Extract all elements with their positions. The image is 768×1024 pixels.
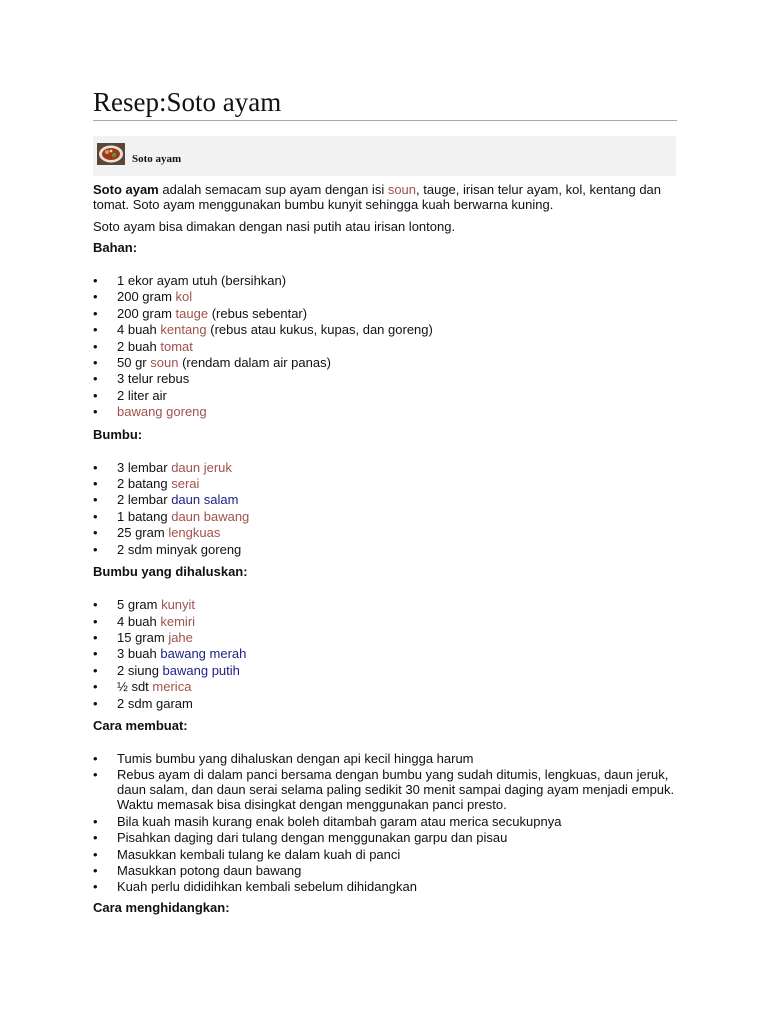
list-item: • Tumis bumbu yang dihaluskan dengan api kecil hingga harum xyxy=(93,751,683,766)
item-text: 2 batang xyxy=(117,476,172,492)
item-text: 2 sdm garam xyxy=(117,695,193,711)
item-link[interactable]: soun xyxy=(150,355,179,371)
item-text: 1 batang xyxy=(117,508,172,524)
item-text: (rendam dalam air panas) xyxy=(178,355,331,371)
list-item: • Masukkan kembali tulang ke dalam kuah di panci xyxy=(93,847,683,862)
list-item: • Bila kuah masih kurang enak boleh ditambah garam atau merica secukupnya xyxy=(93,814,683,829)
list-item xyxy=(93,388,683,404)
item-text: 2 siung xyxy=(117,662,163,678)
list-item xyxy=(93,355,683,371)
item-link[interactable]: daun bawang xyxy=(171,508,250,524)
link-soun[interactable]: soun xyxy=(387,182,417,197)
page-title: Resep:Soto ayam xyxy=(93,86,677,121)
item-text: 3 telur rebus xyxy=(117,371,190,387)
heading-bumbu: Bumbu: xyxy=(93,426,143,442)
list-item xyxy=(93,322,683,338)
intro-paragraph xyxy=(93,182,683,212)
item-link[interactable]: lengkuas xyxy=(168,525,221,541)
list-item: • Rebus ayam di dalam panci bersama dengan bumbu yang sudah ditumis, lengkuas, daun jeruk, daun salam, dan daun serai selama paling sedikit 30 menit sampai daging ayam menjadi empuk. Waktu memasak bisa disingkat dengan menggunakan panci presto. xyxy=(93,767,683,812)
item-text: 50 gr xyxy=(117,355,151,371)
item-link[interactable]: jahe xyxy=(168,629,193,645)
item-text: 5 gram xyxy=(117,597,162,613)
list-item xyxy=(93,492,683,508)
item-text: 4 buah xyxy=(117,613,161,629)
list-item xyxy=(93,525,683,541)
list-bumbu xyxy=(93,460,683,558)
list-item xyxy=(93,542,683,558)
item-link[interactable]: serai xyxy=(171,476,200,492)
item-text: 2 sdm minyak goreng xyxy=(117,541,242,557)
intro-text-2: , tauge, irisan telur ayam, kol, kentang dan tomat. Soto ayam menggunakan bumbu kunyit sehingga kuah berwarna kuning. xyxy=(93,182,662,212)
list-item xyxy=(93,273,683,289)
item-text: (rebus sebentar) xyxy=(208,305,308,321)
item-link[interactable]: bawang merah xyxy=(160,646,247,662)
list-cara-membuat xyxy=(93,751,683,894)
list-item: • Masukkan potong daun bawang xyxy=(93,863,683,878)
item-text: 1 ekor ayam utuh (bersihkan) xyxy=(117,273,287,288)
heading-dihaluskan: Bumbu yang dihaluskan: xyxy=(93,564,248,580)
intro-text-1: adalah semacam sup ayam dengan isi xyxy=(158,182,388,197)
intro-bold: Soto ayam xyxy=(93,182,159,197)
infobox xyxy=(93,136,676,176)
soto-bowl-image[interactable] xyxy=(97,143,125,165)
item-text: ½ sdt xyxy=(117,679,153,695)
list-item xyxy=(93,306,683,322)
list-item xyxy=(93,509,683,525)
item-text: (rebus atau kukus, kupas, dan goreng) xyxy=(206,322,433,338)
list-item xyxy=(93,597,683,613)
item-text: 4 buah xyxy=(117,322,161,338)
item-link[interactable]: merica xyxy=(152,679,192,695)
list-bahan xyxy=(93,273,683,421)
heading-bahan: Bahan: xyxy=(93,240,138,255)
item-text: 2 buah xyxy=(117,338,161,354)
item-text: 200 gram xyxy=(117,289,176,305)
heading-cara-membuat: Cara membuat: xyxy=(93,717,188,733)
item-text: 200 gram xyxy=(117,305,176,321)
item-text: 2 liter air xyxy=(117,387,167,403)
item-link[interactable]: tomat xyxy=(160,338,193,354)
list-item xyxy=(93,476,683,492)
item-link[interactable]: kunyit xyxy=(161,597,196,613)
list-item xyxy=(93,663,683,679)
list-item xyxy=(93,630,683,646)
list-item xyxy=(93,646,683,662)
intro-paragraph-2: Soto ayam bisa dimakan dengan nasi putih atau irisan lontong. xyxy=(93,219,456,234)
list-item xyxy=(93,696,683,712)
article-body xyxy=(93,182,683,933)
list-item xyxy=(93,614,683,630)
item-text: 3 buah xyxy=(117,646,161,662)
item-link[interactable]: bawang putih xyxy=(162,662,240,678)
item-link[interactable]: bawang goreng xyxy=(117,404,207,420)
item-link[interactable]: daun salam xyxy=(171,492,239,508)
list-item xyxy=(93,289,683,305)
list-item xyxy=(93,679,683,695)
item-link[interactable]: kemiri xyxy=(160,613,196,629)
infobox-label: Soto ayam xyxy=(132,153,182,165)
item-text: 2 lembar xyxy=(117,492,172,508)
list-item: • Kuah perlu dididihkan kembali sebelum dihidangkan xyxy=(93,879,683,894)
list-dihaluskan xyxy=(93,597,683,712)
item-link[interactable]: daun jeruk xyxy=(171,459,232,475)
heading-cara-menghidangkan: Cara menghidangkan: xyxy=(93,900,230,916)
item-link[interactable]: kentang xyxy=(160,322,207,338)
list-item: • Pisahkan daging dari tulang dengan menggunakan garpu dan pisau xyxy=(93,830,683,845)
list-item xyxy=(93,371,683,387)
item-text: 3 lembar xyxy=(117,459,172,475)
item-link[interactable]: tauge xyxy=(175,305,209,321)
item-text: 15 gram xyxy=(117,629,169,645)
list-item xyxy=(93,339,683,355)
list-item xyxy=(93,404,683,420)
list-item xyxy=(93,460,683,476)
item-text: 25 gram xyxy=(117,525,169,541)
item-link[interactable]: kol xyxy=(175,289,193,305)
